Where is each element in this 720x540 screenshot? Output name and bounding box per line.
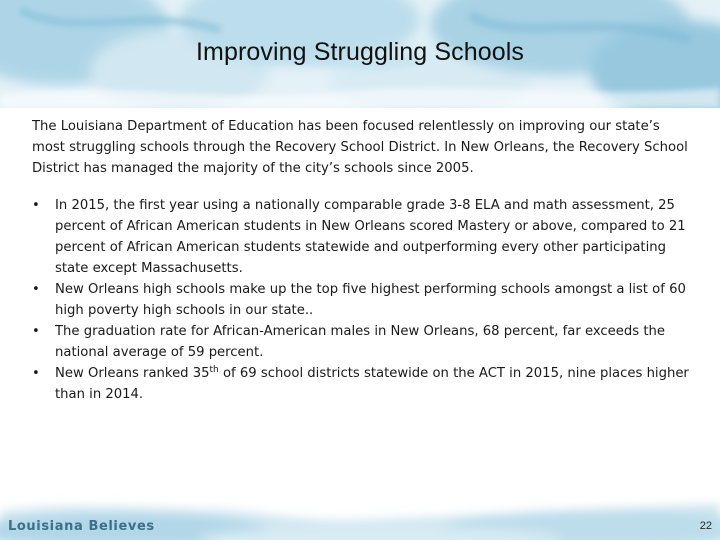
bullet-item — [32, 279, 692, 321]
bullet-item — [32, 195, 692, 279]
slide-title: Improving Struggling Schools — [196, 38, 524, 66]
bullet-list — [32, 195, 692, 405]
bullet-text — [55, 366, 689, 402]
bullet-text-after: of 69 school districts statewide on the ACT in 2015, nine places higher than in 2014. — [55, 366, 689, 402]
ordinal-suffix: th — [209, 365, 219, 375]
bullet-item — [32, 321, 692, 363]
slide-body — [32, 116, 692, 405]
page-number: 22 — [699, 520, 712, 532]
bullet-icon: • — [32, 198, 40, 213]
louisiana-believes-logo: Louisiana Believes — [8, 519, 155, 534]
bullet-item — [32, 363, 692, 405]
bullet-icon: • — [32, 282, 40, 297]
intro-paragraph: The Louisiana Department of Education has been focused relentlessly on improving our state’s most struggling schools through the Recovery School District. In New Orleans, the Recovery School District has managed the majority of the city’s schools since 2005. — [32, 119, 688, 176]
bullet-text: The graduation rate for African-American males in New Orleans, 68 percent, far exceeds the national average of 59 percent. — [55, 324, 665, 360]
bullet-icon: • — [32, 366, 40, 381]
bullet-text: In 2015, the first year using a nationally comparable grade 3-8 ELA and math assessment, 25 percent of African American students in New Orleans scored Mastery or above, compared to 21 percent of African American students statewide and outperforming every other participating state except Massachusetts. — [55, 198, 686, 276]
bullet-icon: • — [32, 324, 40, 339]
bullet-text-before: New Orleans ranked 35 — [55, 366, 210, 381]
bullet-text: New Orleans high schools make up the top five highest performing schools amongst a list of 60 high poverty high schools in our state.. — [55, 282, 686, 318]
